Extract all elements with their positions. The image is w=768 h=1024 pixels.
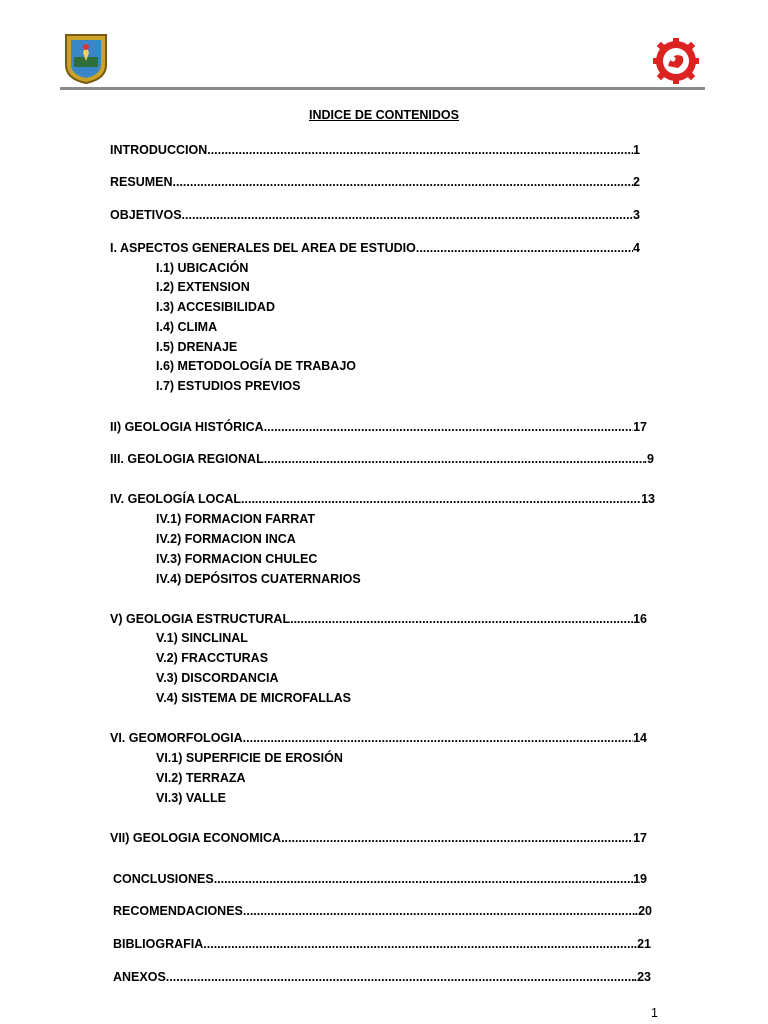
page-number: 1 — [651, 1006, 658, 1020]
engineering-gear-logo — [652, 38, 700, 84]
toc-entry-conclusiones[interactable]: CONCLUSIONES ..... 19 — [113, 871, 647, 887]
toc-entry-geologia-historica[interactable]: II) GEOLOGIA HISTÓRICA ..... 17 — [110, 419, 647, 435]
toc-entry-geologia-local[interactable]: IV. GEOLOGÍA LOCAL ..... 13 — [110, 491, 655, 507]
toc-subentry[interactable]: V.4) SISTEMA DE MICROFALLAS — [156, 691, 351, 705]
toc-subentry[interactable]: V.3) DISCORDANCIA — [156, 671, 279, 685]
toc-subentry[interactable]: VI.1) SUPERFICIE DE EROSIÓN — [156, 751, 343, 765]
toc-subentry[interactable]: IV.2) FORMACION INCA — [156, 532, 296, 546]
toc-entry-bibliografia[interactable]: BIBLIOGRAFIA ..... .21 — [113, 936, 651, 952]
toc-subentry[interactable]: I.5) DRENAJE — [156, 340, 238, 354]
toc-subentry[interactable]: IV.3) FORMACION CHULEC — [156, 552, 318, 566]
toc-subentry[interactable]: IV.4) DEPÓSITOS CUATERNARIOS — [156, 572, 361, 586]
toc-entry-geologia-economica[interactable]: VII) GEOLOGIA ECONOMICA ..... 17 — [110, 830, 647, 846]
header-divider — [60, 87, 705, 90]
university-crest-logo — [62, 31, 110, 85]
toc-entry-objetivos[interactable]: OBJETIVOS ..... 3 — [110, 207, 640, 223]
toc-subentry[interactable]: I.1) UBICACIÓN — [156, 261, 249, 275]
toc-subentry[interactable]: V.2) FRACCTURAS — [156, 651, 269, 665]
toc-subentry[interactable]: V.1) SINCLINAL — [156, 631, 248, 645]
toc-subentry[interactable]: I.4) CLIMA — [156, 320, 218, 334]
page-title: INDICE DE CONTENIDOS — [308, 108, 459, 122]
toc-entry-anexos[interactable]: ANEXOS ..... .23 — [113, 969, 651, 985]
toc-subentry[interactable]: I.6) METODOLOGÍA DE TRABAJO — [156, 359, 357, 373]
toc-subentry[interactable]: I.3) ACCESIBILIDAD — [156, 300, 275, 314]
toc-entry-geologia-estructural[interactable]: V) GEOLOGIA ESTRUCTURAL ..... 16 — [110, 611, 647, 627]
toc-subentry[interactable]: IV.1) FORMACION FARRAT — [156, 512, 316, 526]
toc-subentry[interactable]: VI.3) VALLE — [156, 791, 226, 805]
toc-subentry[interactable]: I.2) EXTENSION — [156, 280, 250, 294]
toc-subentry[interactable]: I.7) ESTUDIOS PREVIOS — [156, 379, 301, 393]
toc-entry-geomorfologia[interactable]: VI. GEOMORFOLOGIA ..... 14 — [110, 730, 647, 746]
toc-entry-geologia-regional[interactable]: III. GEOLOGIA REGIONAL ..... .9 — [110, 451, 654, 467]
toc-subentry[interactable]: VI.2) TERRAZA — [156, 771, 246, 785]
toc-entry-aspectos-generales[interactable]: I. ASPECTOS GENERALES DEL AREA DE ESTUDIO ..... 4 — [110, 240, 640, 256]
toc-entry-introduccion[interactable]: INTRODUCCION ..... 1 — [110, 142, 640, 158]
toc-entry-resumen[interactable]: RESUMEN ..... 2 — [110, 174, 640, 190]
toc-entry-recomendaciones[interactable]: RECOMENDACIONES ..... .20 — [113, 903, 652, 919]
